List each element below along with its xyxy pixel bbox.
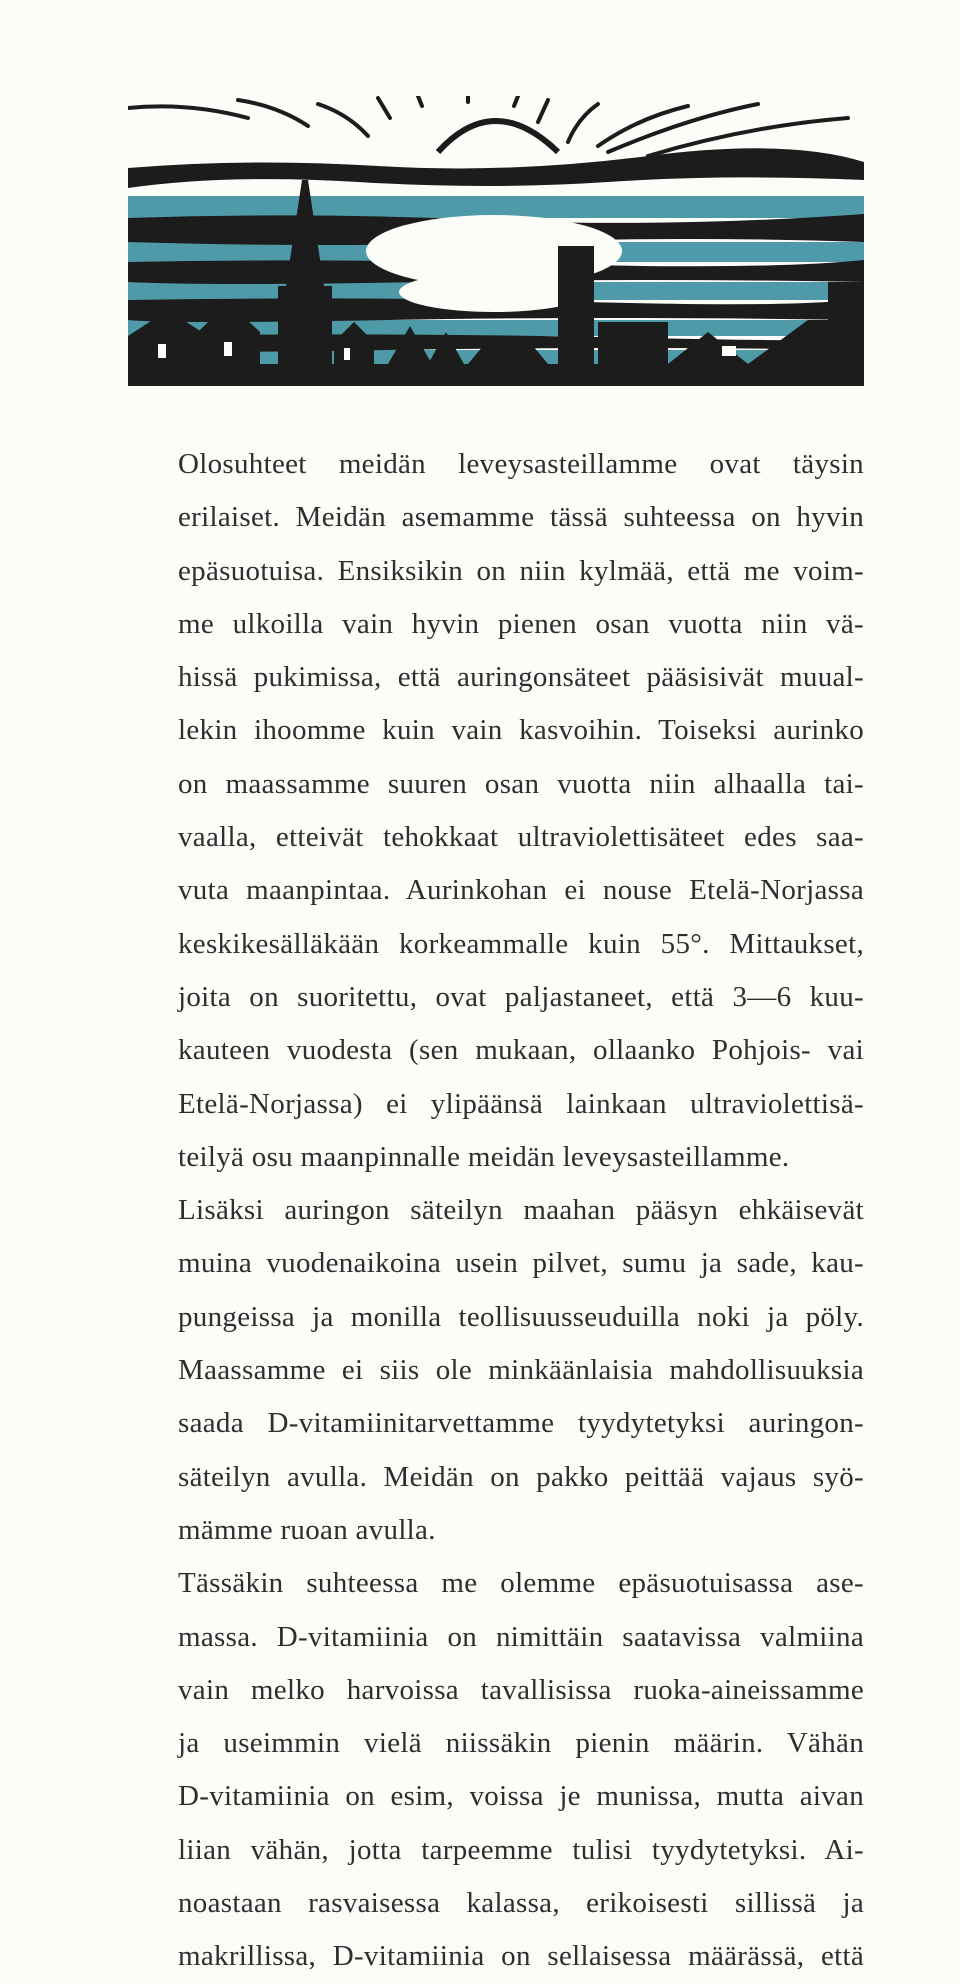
sun-arc bbox=[438, 121, 558, 152]
text-line: saada D-vitamiinitarvettamme tyydytetyksi auringon- bbox=[178, 1407, 864, 1440]
text-line: vaalla, etteivät tehokkaat ultraviolettisäteet edes saa- bbox=[178, 821, 864, 854]
paragraph-2 bbox=[178, 1557, 864, 1983]
text-line: joita on suoritettu, ovat paljastaneet, että 3—6 kuu- bbox=[178, 980, 864, 1013]
text-line: Tässäkin suhteessa me olemme epäsuotuisassa ase- bbox=[178, 1567, 864, 1600]
text-line: ja useimmin vielä niissäkin pienin määrin. Vähän bbox=[178, 1727, 864, 1760]
text-line: muina vuodenaikoina usein pilvet, sumu ja sade, kau- bbox=[178, 1247, 864, 1280]
text-line: Etelä-Norjassa) ei ylipäänsä lainkaan ultraviolettisä- bbox=[178, 1087, 864, 1120]
text-line: liian vähän, jotta tarpeemme tulisi tyydytetyksi. Ai- bbox=[178, 1833, 864, 1866]
text-line: me ulkoilla vain hyvin pienen osan vuotta niin vä- bbox=[178, 607, 864, 640]
text-line: hissä pukimissa, että auringonsäteet pääsisivät muual- bbox=[178, 661, 864, 694]
text-line: pungeissa ja monilla teollisuusseuduilla noki ja pöly. bbox=[178, 1300, 864, 1333]
text-line: vain melko harvoissa tavallisissa ruoka-aineissamme bbox=[178, 1673, 864, 1706]
text-line: Maassamme ei siis ole minkäänlaisia mahdollisuuksia bbox=[178, 1354, 864, 1387]
text-line: mämme ruoan avulla. bbox=[178, 1513, 436, 1546]
text-line: erilaiset. Meidän asemamme tässä suhteessa on hyvin bbox=[178, 501, 864, 534]
text-line: D-vitamiinia on esim, voissa je munissa, mutta aivan bbox=[178, 1780, 864, 1813]
text-line: keskikesälläkään korkeammalle kuin 55°. Mittaukset, bbox=[178, 927, 864, 960]
paragraph-1 bbox=[178, 438, 864, 1557]
article-body bbox=[178, 438, 864, 1984]
text-line: on maassamme suuren osan vuotta niin alhaalla tai- bbox=[178, 767, 864, 800]
text-line: säteilyn avulla. Meidän on pakko peittää vajaus syö- bbox=[178, 1460, 864, 1493]
text-line: lekin ihoomme kuin vain kasvoihin. Toiseksi aurinko bbox=[178, 714, 864, 747]
text-line: noastaan rasvaisessa kalassa, erikoisesti sillissä ja bbox=[178, 1887, 864, 1920]
text-line: Lisäksi auringon säteilyn maahan pääsyn ehkäisevät bbox=[178, 1194, 864, 1227]
text-line: teilyä osu maanpinnalle meidän leveysasteillamme. bbox=[178, 1140, 790, 1173]
text-line: vuta maanpintaa. Aurinkohan ei nouse Etelä-Norjassa bbox=[178, 874, 864, 907]
text-line: epäsuotuisa. Ensiksikin on niin kylmää, että me voim- bbox=[178, 554, 864, 587]
sun-rays bbox=[128, 96, 848, 156]
text-line: makrillissa, D-vitamiinia on sellaisessa määrässä, että bbox=[178, 1940, 864, 1973]
sunset-town-woodcut-illustration bbox=[128, 96, 864, 386]
text-line: massa. D-vitamiinia on nimittäin saatavissa valmiina bbox=[178, 1620, 864, 1653]
text-line: Olosuhteet meidän leveysasteillamme ovat täysin bbox=[178, 448, 864, 480]
text-line: kauteen vuodesta (sen mukaan, ollaanko Pohjois- vai bbox=[178, 1034, 864, 1067]
